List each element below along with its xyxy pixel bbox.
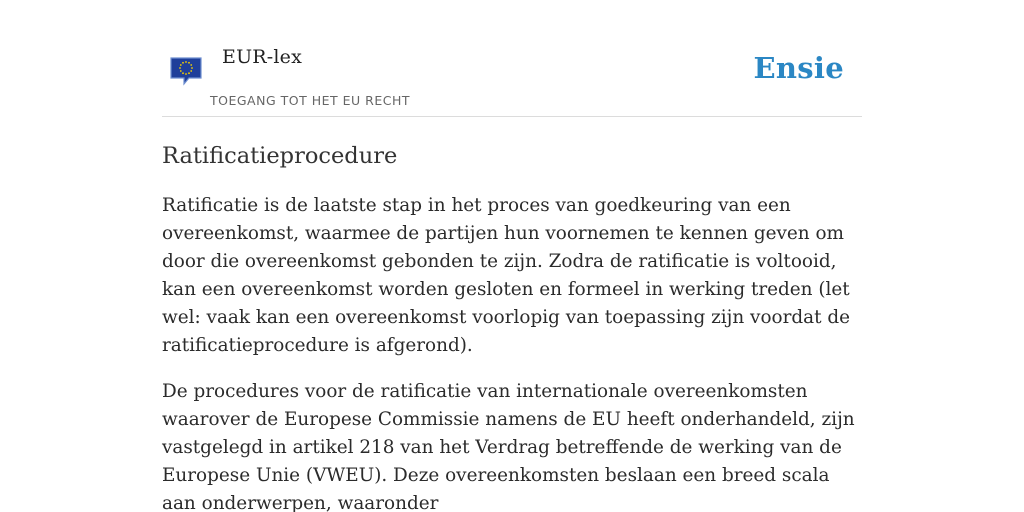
brand-tagline: TOEGANG TOT HET EU RECHT [210,93,410,108]
page [162,0,862,512]
page-title: Ratificatieprocedure [162,143,398,169]
eu-flag-speech-bubble-icon [169,56,203,86]
paragraph-1: Ratificatie is de laatste stap in het proces van goedkeuring van een overeenkomst, waarmee de partijen hun voornemen te kennen geven om door die overeenkomst gebonden te zijn. Zodra de ratificatie is voltooid, kan een overeenkomst worden gesloten en formeel in werking treden (let wel: vaak kan een overeenkomst voorlopig van toepassing zijn voordat de ratificatieprocedure is afgerond). [162,195,851,356]
header [162,0,862,117]
paragraph-2: De procedures voor de ratificatie van internationale overeenkomsten waarover de Europese Commissie namens de EU heeft onderhandeld, zijn vastgelegd in artikel 218 van het Verdrag betreffende de werking van de Europese Unie (VWEU). Deze overeenkomsten beslaan een breed scala aan onderwerpen, waaronder [162,381,855,512]
site-logo[interactable]: Ensie [753,51,844,85]
brand-name[interactable]: EUR-lex [222,46,303,68]
